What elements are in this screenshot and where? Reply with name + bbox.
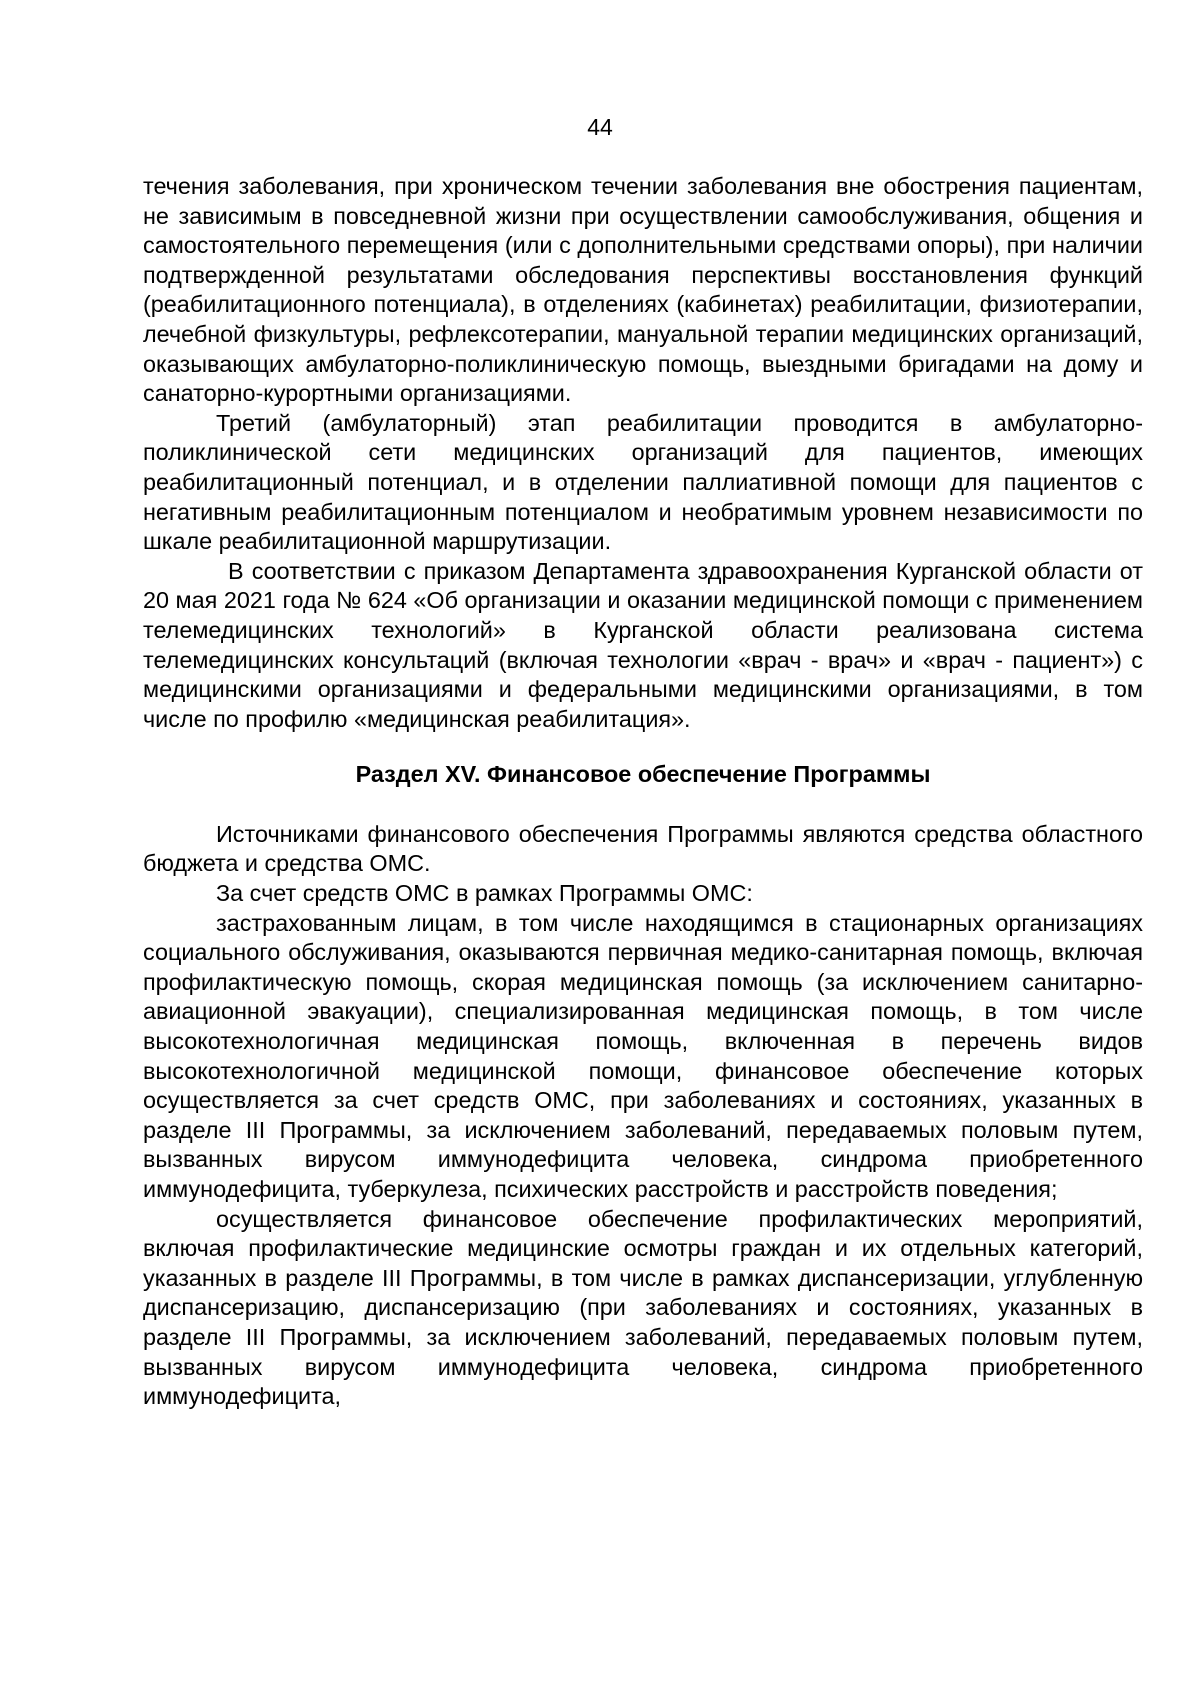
paragraph-funding-sources: Источниками финансового обеспечения Программы являются средства областного бюджета и средства ОМС. (143, 820, 1143, 877)
paragraph-oms-intro: За счет средств ОМС в рамках Программы ОМС: (216, 880, 753, 907)
paragraph-third-stage: Третий (амбулаторный) этап реабилитации проводится в амбулаторно-поликлинической сети медицинских организаций для пациентов, имеющих реабилитационный потенциал, и в отделении паллиативной помощи для пациентов с негативным реабилитационным потенциалом и необратимым уровнем независимости по шкале реабилитационной маршрутизации. (143, 409, 1143, 555)
paragraph-telemedicine: В соответствии с приказом Департамента здравоохранения Курганской области от 20 мая 2021 года № 624 «Об организации и оказании медицинской помощи с применением телемедицинских технологий» в Курганской области реализована система телемедицинских консультаций (включая технологии «врач - врач» и «врач - пациент») с медицинскими организациями и федеральными медицинскими организациями, в том числе по профилю «медицинская реабилитация». (143, 557, 1143, 732)
document-body (143, 172, 1143, 1412)
section-heading: Раздел XV. Финансовое обеспечение Программы (355, 761, 931, 788)
page-number: 44 (587, 114, 613, 140)
paragraph-preventive-measures: осуществляется финансовое обеспечение профилактических мероприятий, включая профилактические медицинские осмотры граждан и их отдельных категорий, указанных в разделе III Программы, в том числе в рамках диспансеризации, углубленную диспансеризацию, диспансеризацию (при заболеваниях и состояниях, указанных в разделе III Программы, за исключением заболеваний, передаваемых половым путем, вызванных вирусом иммунодефицита человека, синдрома приобретенного иммунодефицита, (143, 1205, 1143, 1410)
paragraph-continuation: течения заболевания, при хроническом течении заболевания вне обострения пациентам, не зависимым в повседневной жизни при осуществлении самообслуживания, общения и самостоятельного перемещения (или с дополнительными средствами опоры), при наличии подтвержденной результатами обследования перспективы восстановления функций (реабилитационного потенциала), в отделениях (кабинетах) реабилитации, физиотерапии, лечебной физкультуры, рефлексотерапии, мануальной терапии медицинских организаций, оказывающих амбулаторно-поликлиническую помощь, выездными бригадами на дому и санаторно-курортными организациями. (143, 173, 1143, 407)
paragraph-insured-persons: застрахованным лицам, в том числе находящимся в стационарных организациях социального обслуживания, оказываются первичная медико-санитарная помощь, включая профилактическую помощь, скорая медицинская помощь (за исключением санитарно-авиационной эвакуации), специализированная медицинская помощь, в том числе высокотехнологичная медицинская помощь, включенная в перечень видов высокотехнологичной медицинской помощи, финансовое обеспечение которых осуществляется за счет средств ОМС, при заболеваниях и состояниях, указанных в разделе III Программы, за исключением заболеваний, передаваемых половым путем, вызванных вирусом иммунодефицита человека, синдрома приобретенного иммунодефицита, туберкулеза, психических расстройств и расстройств поведения; (143, 909, 1143, 1202)
